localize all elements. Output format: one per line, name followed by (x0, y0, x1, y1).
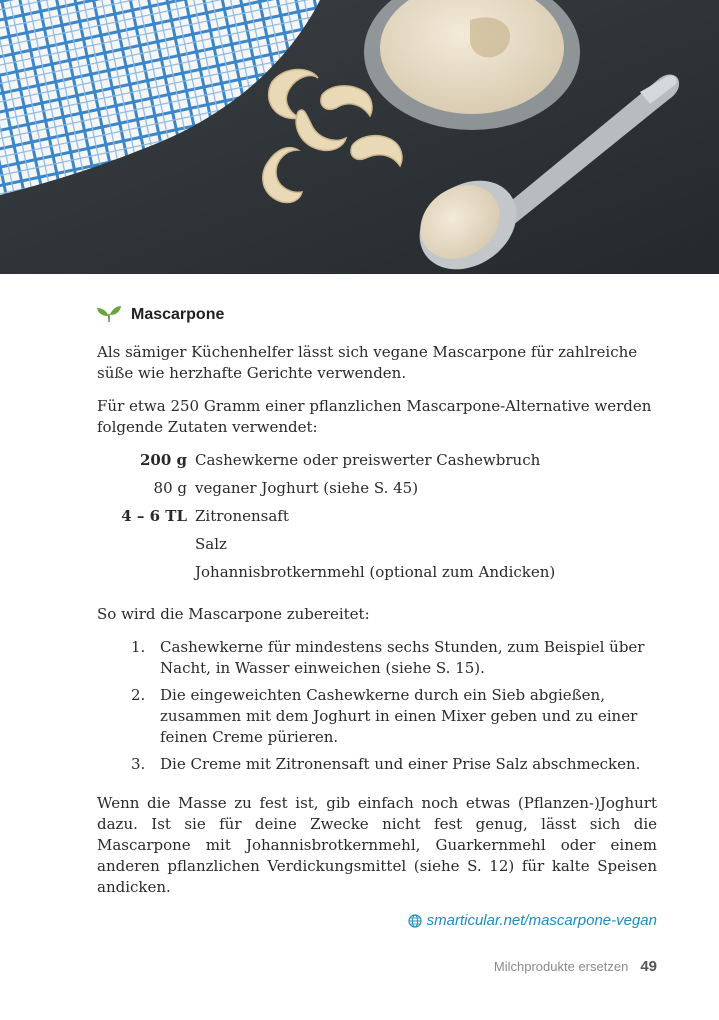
ingredient-row (97, 534, 657, 562)
recipe-content (97, 300, 657, 931)
globe-icon (408, 914, 422, 928)
steps-intro: So wird die Mascarpone zubereitet: (97, 605, 370, 623)
ingredient-name: Salz (195, 535, 227, 553)
ingredient-name: Zitronensaft (195, 507, 289, 525)
amount-paragraph: Für etwa 250 Gramm einer pflanzlichen Mascarpone-Alternative werden folgende Zutaten verwendet: (97, 397, 652, 436)
step-text: Die Creme mit Zitronensaft und einer Prise Salz abschmecken. (160, 755, 641, 773)
step-list (97, 637, 657, 775)
ingredient-list (97, 450, 657, 590)
leaf-icon (97, 304, 121, 324)
step-number: 2. (131, 686, 146, 704)
header-photo (0, 0, 719, 274)
step-item (97, 685, 657, 748)
step-text: Cashewkerne für mindestens sechs Stunden, zum Beispiel über Nacht, in Wasser einweichen (siehe S. 15). (160, 638, 645, 677)
page-number: 49 (640, 958, 657, 975)
section-header (97, 300, 657, 328)
ingredient-row (97, 562, 657, 590)
footer-chapter-title: Milchprodukte ersetzen (493, 959, 629, 974)
tip-paragraph: Wenn die Masse zu fest ist, gib einfach noch etwas (Pflanzen-)Joghurt dazu. Ist sie für deine Zwecke nicht fest genug, lässt sich die Mascarpone mit Johannisbrotkernmehl, Guarkernmehl oder einem anderen pflanzlichen Verdickungsmittel (siehe S. 12) für kalte Speisen andicken. (97, 794, 657, 896)
ingredient-row (97, 450, 657, 478)
step-item (97, 754, 657, 775)
photo-illustration (0, 0, 719, 274)
ingredient-name: Cashewkerne oder preiswerter Cashewbruch (195, 451, 541, 469)
ingredient-qty: 80 g (153, 479, 187, 497)
step-number: 1. (131, 638, 146, 656)
section-title: Mascarpone (131, 305, 225, 323)
ingredient-name: veganer Joghurt (siehe S. 45) (195, 479, 419, 497)
intro-paragraph: Als sämiger Küchenhelfer lässt sich vegane Mascarpone für zahlreiche süße wie herzhafte Gerichte verwenden. (97, 343, 638, 382)
ingredient-row (97, 506, 657, 534)
ingredient-row (97, 478, 657, 506)
step-text: Die eingeweichten Cashewkerne durch ein Sieb abgießen, zusammen mit dem Joghurt in einen Mixer geben und zu einer feinen Creme pürieren. (160, 686, 638, 746)
ingredient-qty: 200 g (139, 451, 187, 469)
step-item (97, 637, 657, 679)
ingredient-name: Johannisbrotkernmehl (optional zum Andicken) (195, 563, 556, 581)
step-number: 3. (131, 755, 146, 773)
page-footer (494, 958, 657, 975)
ingredient-qty: 4 – 6 TL (121, 507, 187, 525)
link-text[interactable]: smarticular.net/mascarpone-vegan (426, 912, 657, 929)
web-link[interactable] (97, 910, 657, 931)
